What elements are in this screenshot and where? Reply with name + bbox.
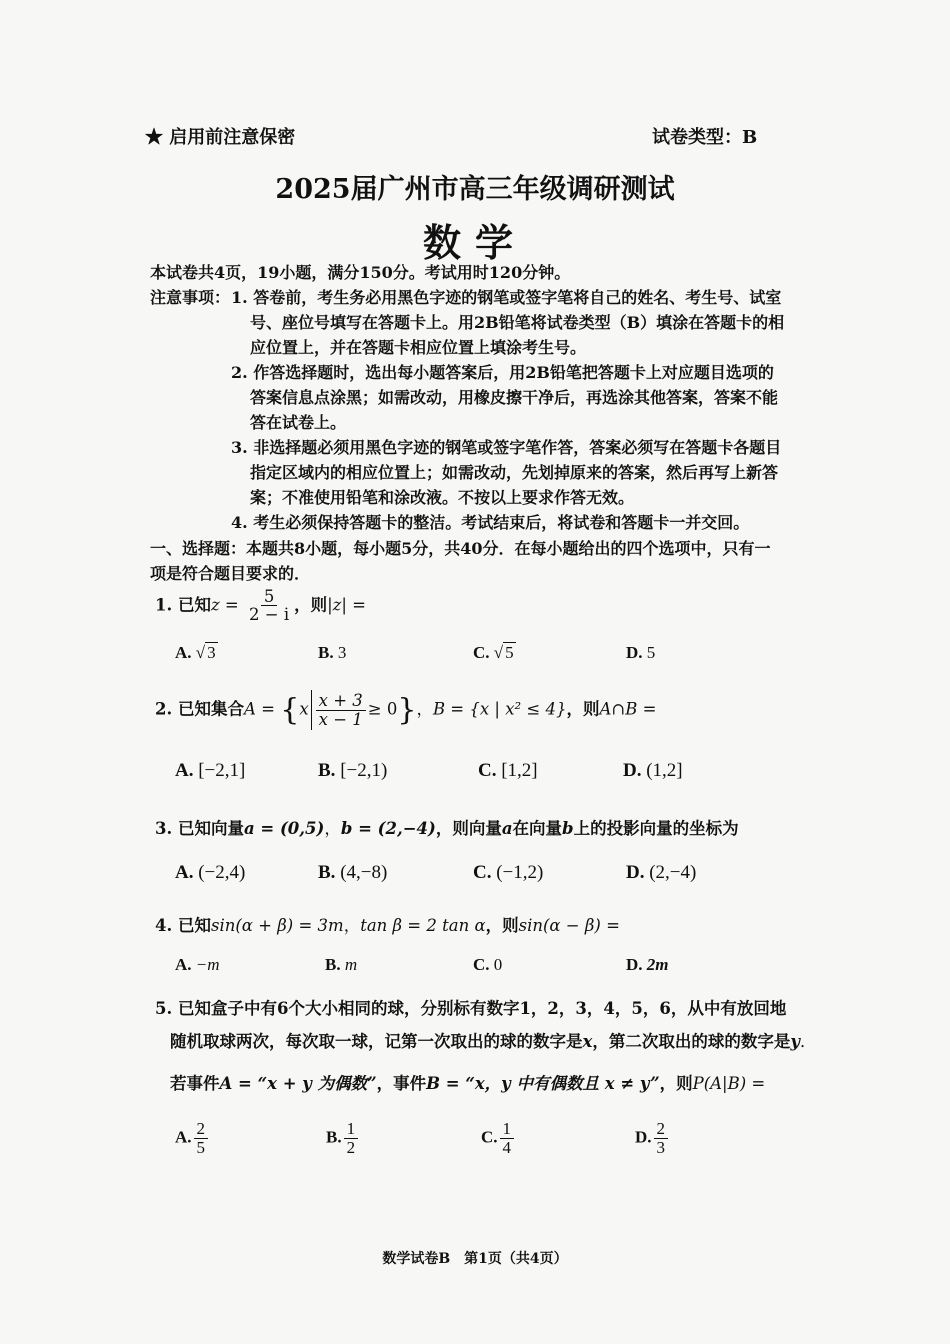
notice-item-2-line-1: 2. 作答选择题时，选出每小题答案后，用2B铅笔把答题卡上对应题目选项的: [231, 363, 774, 382]
q1-prefix: 1. 已知: [155, 595, 211, 615]
q5-line-2: [170, 1028, 816, 1052]
confidential-note: [145, 123, 295, 149]
notice-label: 注意事项：: [150, 288, 231, 307]
q5-option-a-fraction: [194, 1120, 209, 1157]
q2-B-def: B = {x | x² ≤ 4}: [432, 699, 567, 719]
q5-probability: P(A|B) =: [692, 1074, 766, 1093]
q4-text-2: ，则: [485, 916, 519, 935]
q5-line-3: [170, 1070, 765, 1094]
q3-option-d-label: D.: [626, 862, 645, 883]
notice-item-3-line-1: 3. 非选择题必须用黑色字迹的钢笔或签字笔作答，答案必须写在答题卡各题目: [231, 438, 782, 457]
q1-option-c-radicand: 5: [505, 643, 514, 662]
q1-option-a-label: A.: [175, 643, 192, 662]
q3-text-4: 上的投影向量的坐标为: [573, 819, 739, 838]
star-icon: ★: [145, 127, 163, 148]
q2-option-c-label: C.: [478, 760, 497, 781]
q4-option-a-label: A.: [175, 955, 192, 974]
q2-numerator: x + 3: [316, 692, 366, 710]
question-3: [155, 815, 739, 839]
q4-expr-3: sin(α − β) =: [518, 916, 620, 935]
q2-eq: =: [255, 699, 281, 719]
q3-option-a: [175, 862, 245, 884]
q2-option-c: [478, 760, 538, 782]
q4-text-1: 4. 已知: [155, 916, 211, 935]
question-2: [155, 690, 656, 730]
q5-option-b-label: B.: [326, 1127, 342, 1147]
page-footer: 数学试卷B 第1页（共4页）: [382, 1251, 568, 1267]
q3-text-2: ，则向量: [435, 819, 502, 838]
q4-option-c-value: 0: [493, 955, 503, 974]
q2-option-c-value: [1,2]: [501, 760, 538, 781]
q1-tail: =: [346, 595, 366, 615]
q5-option-d-num: 2: [654, 1120, 669, 1139]
q1-option-b-label: B.: [318, 643, 334, 662]
question-1: [155, 588, 366, 624]
q5-y: y: [790, 1032, 800, 1051]
q2-set-bar: [311, 690, 312, 730]
q5-option-b-fraction: [344, 1120, 359, 1157]
notice-item-1-line-2: 号、座位号填写在答题卡上。用2B铅笔将试卷类型（B）填涂在答题卡的相: [250, 313, 785, 332]
q1-option-c-label: C.: [473, 643, 490, 662]
q3-b: b: [562, 819, 574, 838]
notice-item-3-line-2: 指定区域内的相应位置上；如需改动，先划掉原来的答案，然后再写上新答: [250, 463, 779, 482]
q5-option-d-label: D.: [635, 1127, 652, 1147]
q4-option-b-label: B.: [325, 955, 341, 974]
q3-option-a-label: A.: [175, 862, 194, 883]
q3-option-b-value: (4,−8): [340, 862, 388, 883]
q3-option-b: [318, 862, 387, 884]
q2-fraction: [316, 692, 366, 728]
exam-title: 2025届广州市高三年级调研测试: [275, 174, 675, 205]
notice-item-2-line-2: 答案信息点涂黑；如需改动，用橡皮擦干净后，再选涂其他答案，答案不能: [250, 388, 779, 407]
q3-option-a-value: (−2,4): [198, 862, 246, 883]
q2-suffix: ，则: [566, 699, 600, 719]
q3-option-c: [473, 862, 543, 884]
q4-option-d-value: 2m: [646, 955, 669, 974]
q5-option-c-fraction: [500, 1120, 515, 1157]
q2-left-brace: {: [280, 692, 300, 728]
q1-option-d: [626, 643, 655, 663]
q5-option-b: [326, 1120, 360, 1157]
q2-x: x: [299, 699, 309, 719]
section1-line-2: 项是符合题目要求的．: [150, 564, 311, 583]
q1-numerator: 5: [261, 588, 278, 606]
q5-option-c-num: 1: [500, 1120, 515, 1139]
q4-option-d: [626, 955, 669, 975]
confidential-label: 启用前注意保密: [169, 127, 296, 148]
q2-option-d-value: (1,2]: [646, 760, 683, 781]
q3-option-b-label: B.: [318, 862, 336, 883]
exam-intro: 本试卷共4页，19小题，满分150分。考试用时120分钟。: [150, 263, 571, 282]
q1-abs-z: |z|: [327, 595, 347, 615]
q3-option-c-label: C.: [473, 862, 492, 883]
q4-option-b: [325, 955, 357, 975]
q5-line-2c: ．: [799, 1032, 817, 1051]
paper-type: 试卷类型：B: [652, 127, 758, 148]
q5-event-A: A = “x + y 为偶数”: [219, 1074, 377, 1093]
q5-x: x: [582, 1032, 593, 1051]
q5-line-2a: 随机取球两次，每次取一球，记第一次取出的球的数字是: [170, 1032, 583, 1051]
q4-expr-2: tan β = 2 tan α: [360, 916, 486, 935]
q1-denominator: 2 − i: [249, 605, 290, 625]
q5-option-a-label: A.: [175, 1127, 192, 1147]
q2-tail: =: [637, 699, 657, 719]
q2-ge: ≥ 0: [367, 699, 398, 719]
q2-denominator: x − 1: [318, 709, 363, 729]
q3-a: a: [501, 819, 513, 838]
question-4: [155, 912, 620, 936]
q5-option-d-fraction: [654, 1120, 669, 1157]
q5-line-3b: ，事件: [376, 1074, 427, 1093]
q4-option-c-label: C.: [473, 955, 490, 974]
notice-item-1-line-1: 1. 答卷前，考生务必用黑色字迹的钢笔或签字笔将自己的姓名、考生号、试室: [231, 288, 782, 307]
q5-option-b-den: 2: [346, 1137, 356, 1157]
q2-prefix: 2. 已知集合: [155, 699, 244, 719]
q2-option-a-value: [−2,1]: [198, 760, 246, 781]
q5-option-b-num: 1: [344, 1120, 359, 1139]
q2-A-cap-B: A∩B: [599, 699, 638, 719]
q5-option-c-label: C.: [481, 1127, 498, 1147]
notice-item-3-line-3: 案；不准使用铅笔和涂改液。不按以上要求作答无效。: [250, 488, 635, 507]
section1-line-1: 一、选择题：本题共8小题，每小题5分，共40分．在每小题给出的四个选项中，只有一: [150, 539, 771, 558]
q3-option-d: [626, 862, 696, 884]
q2-option-d: [623, 760, 683, 782]
q2-option-d-label: D.: [623, 760, 642, 781]
sqrt-icon: √ 5: [493, 643, 514, 662]
q4-option-c: [473, 955, 502, 975]
q3-text-3: 在向量: [512, 819, 563, 838]
q5-line-3c: ，则: [659, 1074, 693, 1093]
q5-line-1: 5. 已知盒子中有6个大小相同的球，分别标有数字1，2，3，4，5，6，从中有放回地: [155, 999, 787, 1018]
q2-option-b: [318, 760, 387, 782]
q3-sep: ，: [324, 819, 341, 838]
q3-a-def: a = (0,5): [243, 819, 325, 838]
q1-eq: =: [219, 595, 245, 615]
q1-option-d-label: D.: [626, 643, 643, 662]
q4-option-d-label: D.: [626, 955, 643, 974]
q5-option-a: [175, 1120, 210, 1157]
q3-option-c-value: (−1,2): [496, 862, 544, 883]
q5-option-d: [635, 1120, 670, 1157]
q3-text-1: 3. 已知向量: [155, 819, 244, 838]
q2-option-a: [175, 760, 245, 782]
q4-option-b-value: m: [344, 955, 358, 974]
q3-option-d-value: (2,−4): [649, 862, 697, 883]
q2-option-b-label: B.: [318, 760, 336, 781]
q1-option-a-radicand: 3: [207, 643, 216, 662]
q1-option-b-value: 3: [337, 643, 347, 662]
q2-option-a-label: A.: [175, 760, 194, 781]
q1-option-c: [473, 643, 516, 663]
q1-option-b: [318, 643, 346, 663]
q2-A: A: [243, 699, 256, 719]
q2-comma: ，: [416, 699, 433, 719]
q5-option-a-den: 5: [196, 1137, 206, 1157]
q5-line-3a: 若事件: [170, 1074, 220, 1093]
notice-item-2-line-3: 答在试卷上。: [250, 413, 347, 432]
q5-option-a-num: 2: [194, 1120, 209, 1139]
q5-option-c: [481, 1120, 516, 1157]
q1-suffix: ，则: [294, 595, 328, 615]
sqrt-icon: √ 3: [195, 643, 216, 662]
q1-option-a: [175, 643, 218, 663]
q5-line-2b: ，第二次取出的球的数字是: [592, 1032, 791, 1051]
q5-option-d-den: 3: [656, 1137, 666, 1157]
q4-option-a: [175, 955, 220, 975]
subject-title: 数学: [422, 220, 527, 265]
q2-option-b-value: [−2,1): [340, 760, 388, 781]
notice-item-1-line-3: 应位置上，并在答题卡相应位置上填涂考生号。: [250, 338, 587, 357]
q1-z: z: [210, 595, 220, 615]
q1-option-d-value: 5: [646, 643, 656, 662]
q1-fraction: [246, 588, 292, 624]
q5-event-B: B = “x，y 中有偶数且 x ≠ y”: [426, 1074, 660, 1093]
q4-option-a-value: −m: [195, 955, 220, 974]
q4-sep: ，: [343, 916, 361, 935]
q4-expr-1: sin(α + β) = 3m: [210, 916, 344, 935]
q5-option-c-den: 4: [502, 1137, 512, 1157]
q2-right-brace: }: [397, 692, 417, 728]
q3-b-def: b = (2,−4): [340, 819, 436, 838]
notice-item-4-line-1: 4. 考生必须保持答题卡的整洁。考试结束后，将试卷和答题卡一并交回。: [231, 513, 750, 532]
